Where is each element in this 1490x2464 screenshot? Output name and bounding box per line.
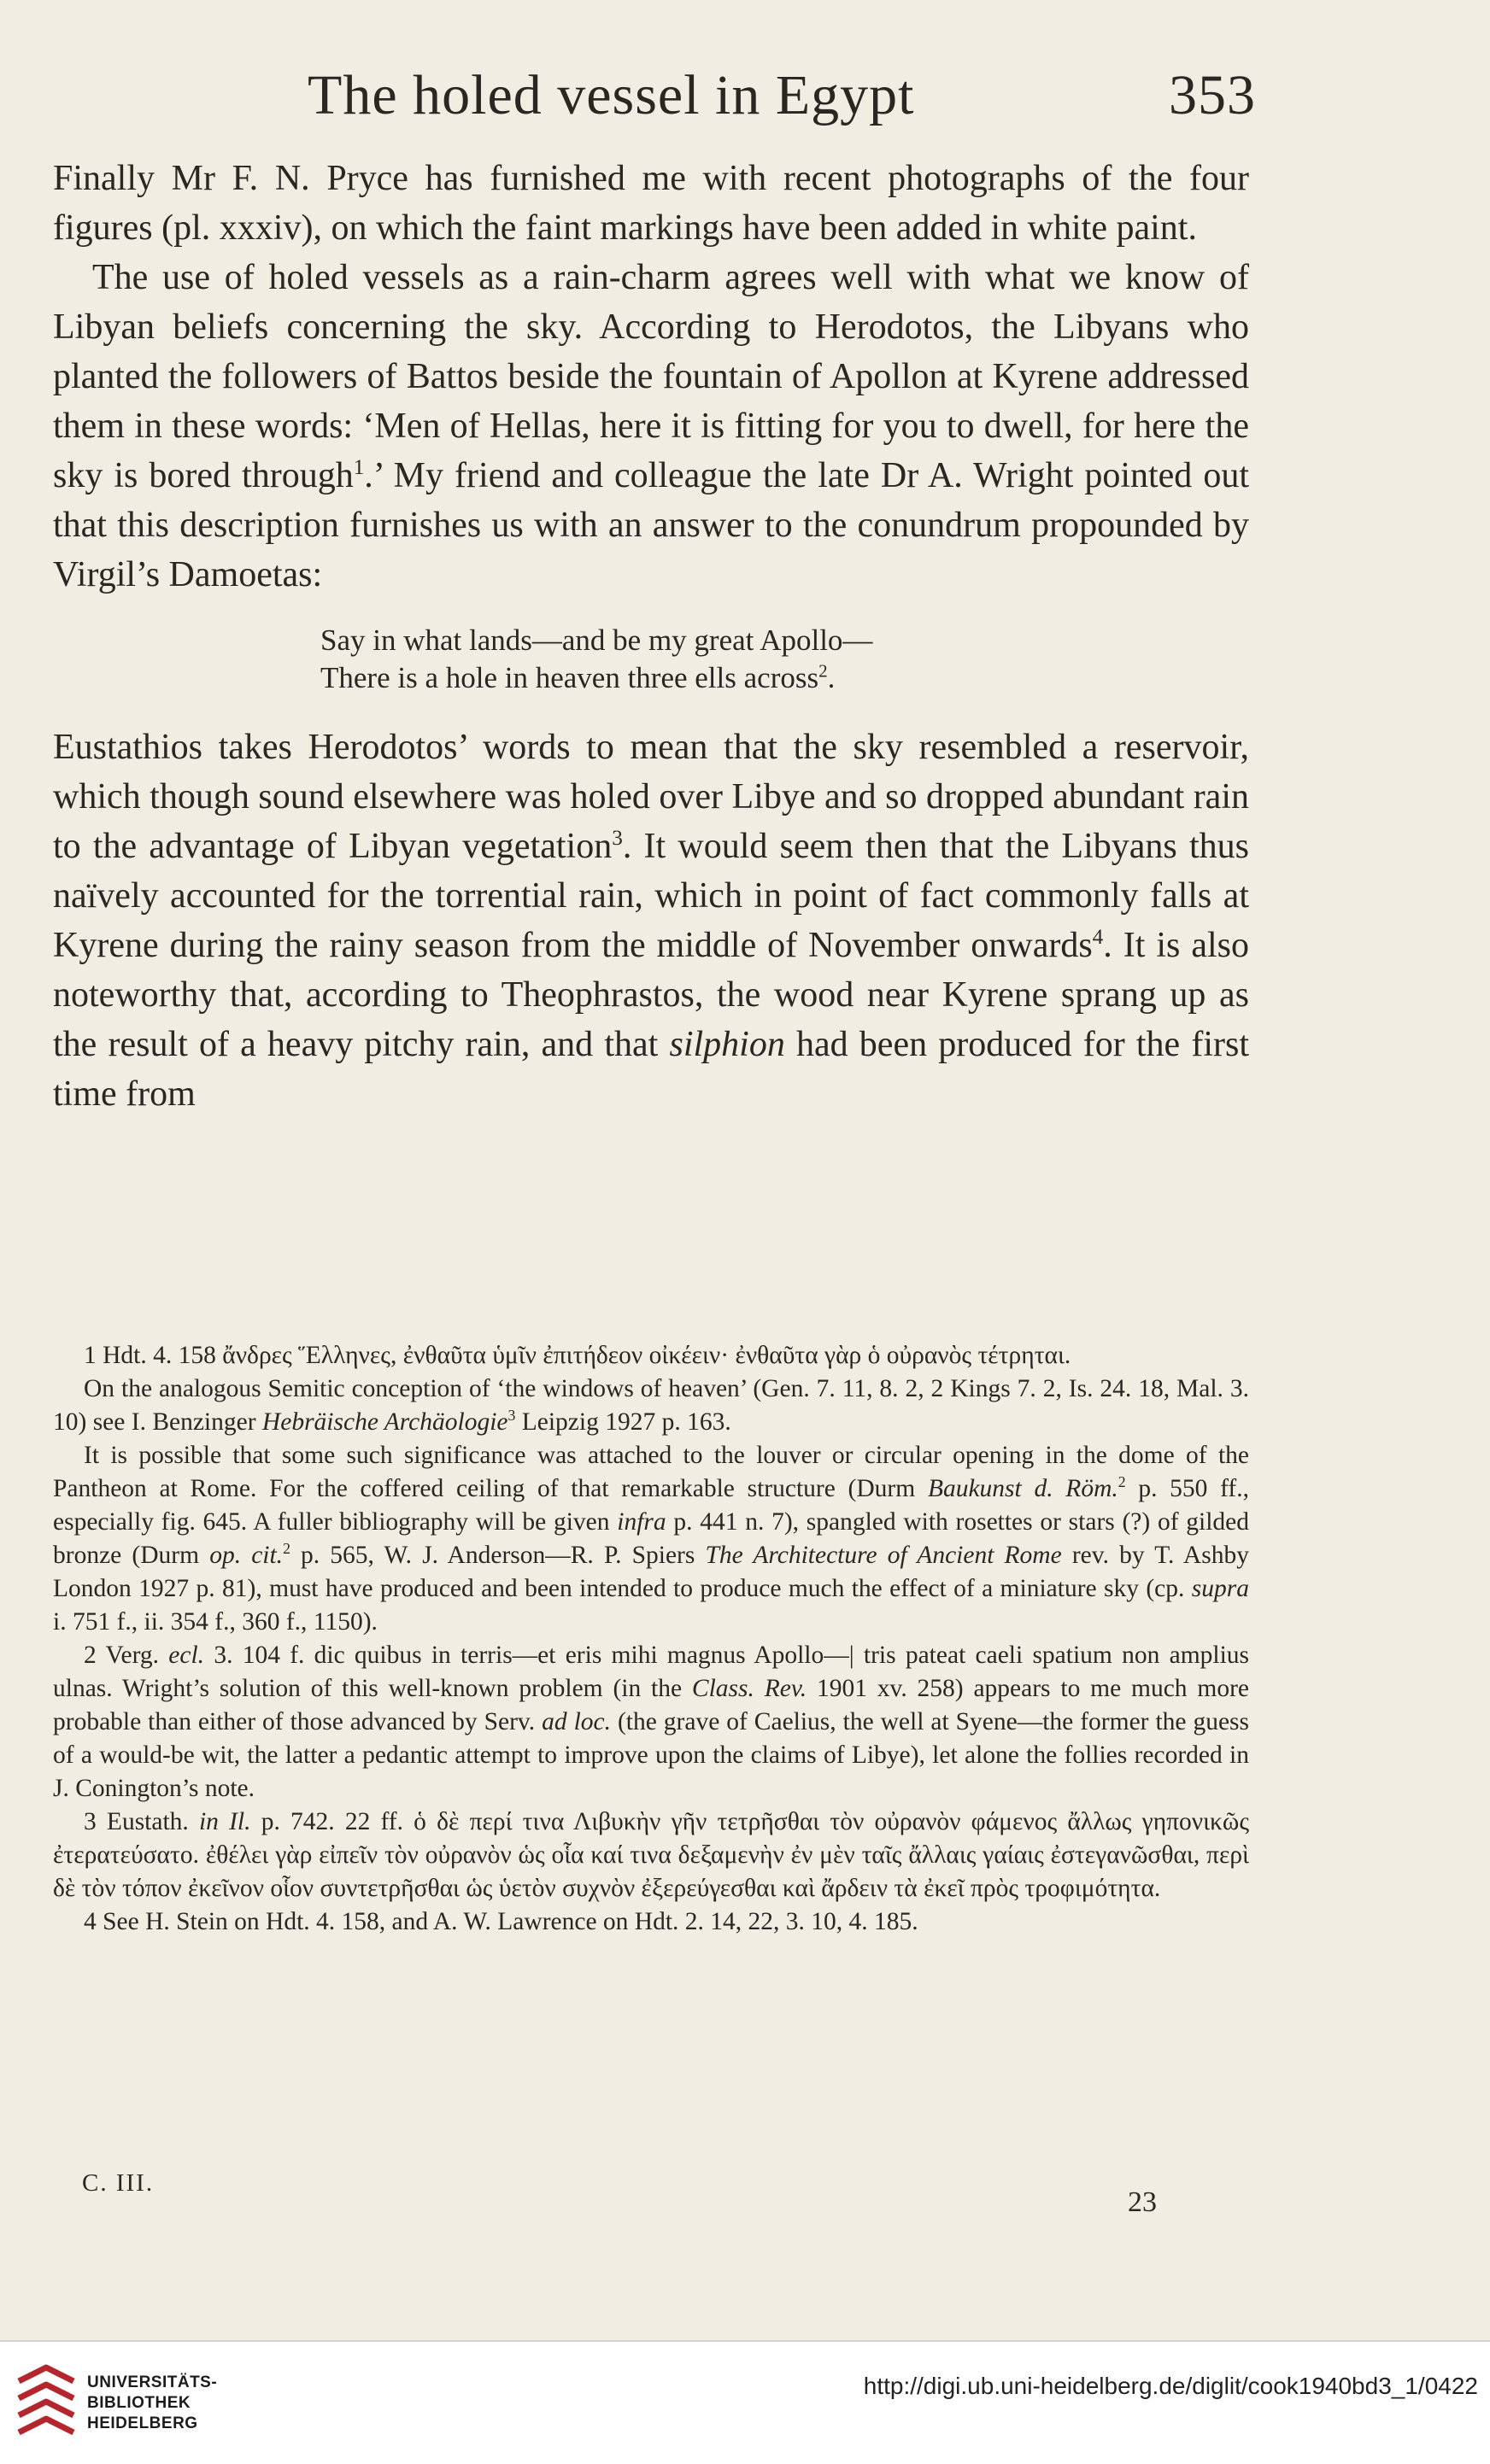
footnote-text: 3. 104 f. dic quibus in terris—et eris mihi magnus Apollo—| tris pateat caeli spatium non amplius ulnas. Wright’s solution of this well-known problem (in the [53, 1642, 1250, 1702]
verse-line-1: Say in what lands—and be my great Apollo— [320, 623, 873, 657]
footnote-ref-3[interactable]: 3 [612, 827, 623, 850]
footnote-ref-4[interactable]: 4 [1092, 926, 1104, 949]
page-number: 353 [1169, 64, 1256, 126]
edition-number: 2 [1118, 1473, 1126, 1491]
verse-line-2-text: There is a hole in heaven three ells across [320, 661, 819, 694]
footnote-1-cont-b [53, 1439, 1249, 1639]
paragraph-2 [53, 253, 1249, 600]
paragraph-1: Finally Mr F. N. Pryce has furnished me with recent photographs of the four figures (pl. xxxiv), on which the faint markings have been added in white paint. [53, 159, 1249, 248]
footnote-text: (the grave of Caelius, the well at Syene—the former the guess of a would-be wit, the latter a pedantic attempt to improve upon the claims of Libye), let alone the follies recorded in J. Conington’s note. [53, 1708, 1250, 1802]
footnote-text: p. 565, W. J. Anderson—R. P. Spiers [301, 1542, 695, 1569]
latin-term: ad loc. [542, 1708, 611, 1735]
footnote-3 [53, 1806, 1249, 1905]
journal-title: Class. Rev. [691, 1675, 807, 1702]
library-footer [0, 2340, 1490, 2464]
footnote-1: 1 Hdt. 4. 158 ἄνδρες Ἕλληνες, ἐνθαῦτα ὑμῖν ἐπιτήδεον οἰκέειν· ἐνθαῦτα γὰρ ὁ οὐρανὸς τέτρηται. [84, 1342, 1071, 1369]
footnote-2 [53, 1639, 1249, 1806]
footnote-text: It is possible that some such significance was attached to the louver or circular opening in the dome of the Pantheon at Rome. For the coffered ceiling of that remarkable structure (Durm [53, 1442, 1249, 1502]
footnote-text: i. 751 f., ii. 354 f., 360 f., 1150). [53, 1608, 378, 1636]
paragraph-2-text-b: .’ My friend and colleague the late Dr A. Wright pointed out that this description furnishes us with an answer to the conundrum propounded by Virgil’s Damoetas: [53, 456, 1249, 594]
footnote-text: p. 742. 22 ff. ὁ δὲ περί τινα Λιβυκὴν γῆν τετρῆσθαι τὸν οὐρανὸν φάμενος ἄλλως γηπονικῶς ἐτερατεύσατο. ἐθέλει γὰρ εἰπεῖν τὸν οὐρανὸν ὡς οἷα καί τινα δεξαμενὴν ἐν μὲν ταῖς ἄλλαις γαίαις ἐστεγανῶσθαι, περὶ δὲ τὸν τόπον ἐκεῖνον οἷον συντετρῆσθαι ὡς ὑετὸν συχνὸν ἐξερεύγεσθαι καὶ ἄρδειν τὰ ἐκεῖ πρὸς τροφιμότητα. [53, 1808, 1250, 1902]
edition-number: 2 [283, 1540, 290, 1558]
latin-term: in Il. [198, 1808, 251, 1835]
paragraph-2-text-a: The use of holed vessels as a rain-charm agrees well with what we know of Libyan beliefs concerning the sky. According to Herodotos, the Libyans who planted the followers of Battos beside the fountain of Apollon at Kyrene addressed them in these words: ‘Men of Hellas, here it is fitting for you to dwell, for here the sky is bored through [53, 258, 1249, 495]
footnote-text: 2 Verg. [84, 1642, 160, 1669]
book-title: Hebräische Archäologie [261, 1408, 508, 1436]
paragraph-3 [53, 723, 1249, 1119]
library-name-line: BIBLIOTHEK [87, 2394, 191, 2412]
footnote-text: p. 550 ff., especially fig. 645. A fuller bibliography will be given [53, 1475, 1250, 1536]
permalink-url[interactable]: http://digi.ub.uni-heidelberg.de/diglit/cook1940bd3_1/0422 [863, 2373, 1478, 2399]
heidelberg-library-logo-icon [15, 2364, 77, 2441]
latin-term: infra [617, 1508, 666, 1536]
latin-term: supra [1191, 1575, 1250, 1602]
verse-line-2 [320, 659, 1249, 697]
footnote-text: 3 Eustath. [84, 1808, 189, 1835]
running-title: The holed vessel in Egypt [308, 64, 915, 126]
paragraph-3-text-a: Eustathios takes Herodotos’ words to mean that the sky resembled a reservoir, which though sound elsewhere was holed over Libye and so dropped abundant rain to the advantage of Libyan vegetation [53, 728, 1249, 866]
footnote-ref-1[interactable]: 1 [353, 456, 365, 479]
library-name-line: HEIDELBERG [87, 2414, 198, 2432]
footnote-text: rev. by T. Ashby London 1927 p. 81), must have produced and been intended to produce much the effect of a miniature sky (cp. [53, 1542, 1249, 1602]
sheet-number: 23 [1128, 2186, 1157, 2218]
footnote-text: On the analogous Semitic conception of ‘the windows of heaven’ (Gen. 7. 11, 8. 2, 2 Kings 7. 2, Is. 24. 18, Mal. 3. 10) see I. Benzinger [53, 1375, 1249, 1436]
library-name-line: UNIVERSITÄTS- [87, 2373, 218, 2391]
running-header [308, 63, 1256, 128]
footnote-text: p. 441 n. 7), spangled with rosettes or stars (?) of gilded bronze (Durm [53, 1508, 1249, 1569]
footnote-text: 1901 xv. 258) appears to me much more probable than either of those advanced by Serv. [53, 1675, 1249, 1735]
printer-signature: C. III. [82, 2169, 155, 2197]
paragraph-3-text-c: . It is also noteworthy that, according to Theophrastos, the wood near Kyrene sprang up as the result of a heavy pitchy rain, and that [53, 926, 1249, 1064]
footnote-4: 4 See H. Stein on Hdt. 4. 158, and A. W. Lawrence on Hdt. 2. 14, 22, 3. 10, 4. 185. [84, 1908, 918, 1935]
footnote-ref-2[interactable]: 2 [818, 660, 828, 682]
verse-quotation [320, 622, 1249, 697]
footnote-text: Leipzig 1927 p. 163. [521, 1408, 731, 1436]
latin-term: ecl. [168, 1642, 205, 1669]
edition-number: 3 [507, 1407, 516, 1425]
verse-line-2-end: . [827, 661, 836, 694]
paragraph-3-text-b: . It would seem then that the Libyans thus naïvely accounted for the torrential rain, which in point of fact commonly falls at Kyrene during the rainy season from the middle of November onwards [53, 827, 1249, 965]
footnotes [53, 1339, 1249, 1939]
book-title: The Architecture of Ancient Rome [705, 1542, 1062, 1569]
silphion-term: silphion [669, 1025, 785, 1064]
paragraph-3-text-d: had been produced for the first time from [53, 1025, 1249, 1114]
footnote-1-cont-a [53, 1372, 1249, 1439]
latin-term: op. cit. [209, 1542, 284, 1569]
book-title: Baukunst d. Röm. [927, 1475, 1118, 1502]
library-name [87, 2373, 217, 2434]
main-text [53, 154, 1249, 1119]
